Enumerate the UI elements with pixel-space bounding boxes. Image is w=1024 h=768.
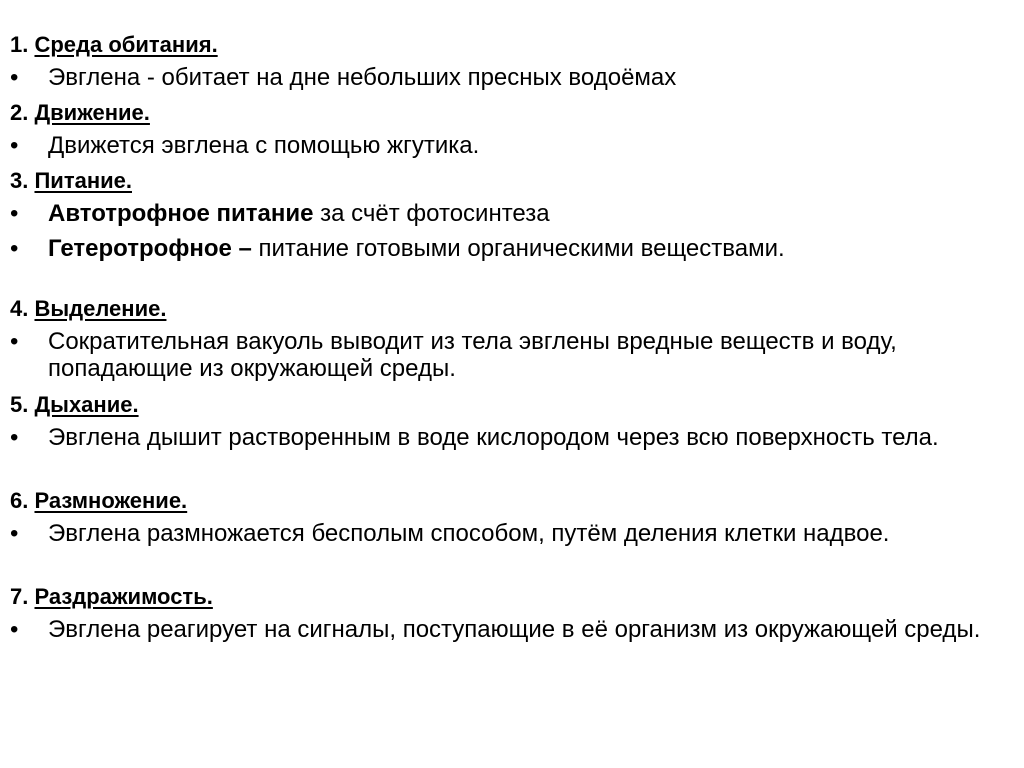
section-heading	[10, 392, 1000, 418]
section-title: Выделение.	[34, 296, 167, 321]
bullet-text: питание готовыми органическими веществами.	[251, 235, 785, 262]
bullet-text: Эвглена реагирует на сигналы, поступающие в её организм из окружающей среды.	[48, 616, 981, 643]
bullet-bold-term: Автотрофное питание	[48, 200, 314, 227]
bullet-icon: •	[10, 520, 19, 547]
section-title: Питание.	[34, 168, 132, 193]
bullet-item	[10, 328, 1000, 382]
bullet-item	[10, 64, 1000, 91]
section-title: Раздражимость.	[34, 584, 213, 609]
section-number: 7.	[10, 584, 29, 609]
section-title: Размножение.	[34, 488, 188, 513]
bullet-icon: •	[10, 64, 19, 91]
section-title: Дыхание.	[34, 392, 139, 417]
section-respiration	[10, 392, 1000, 459]
bullet-item	[10, 616, 1000, 643]
section-number: 3.	[10, 168, 29, 193]
section-title: Среда обитания.	[34, 32, 218, 57]
section-heading	[10, 100, 1000, 126]
section-excretion	[10, 296, 1000, 390]
bullet-icon: •	[10, 328, 19, 355]
section-nutrition	[10, 168, 1000, 270]
bullet-text: Движется эвглена с помощью жгутика.	[48, 132, 480, 159]
bullet-icon: •	[10, 424, 19, 451]
section-heading	[10, 296, 1000, 322]
bullet-icon: •	[10, 200, 19, 227]
section-number: 6.	[10, 488, 29, 513]
bullet-item	[10, 132, 1000, 159]
bullet-text: Сократительная вакуоль выводит из тела эвглены вредные веществ и воду, попадающие из окружающей среды.	[48, 328, 897, 382]
section-reproduction	[10, 488, 1000, 555]
bullet-item	[10, 235, 1000, 262]
section-number: 5.	[10, 392, 29, 417]
bullet-text: за счёт фотосинтеза	[313, 200, 550, 227]
section-number: 4.	[10, 296, 29, 321]
bullet-icon: •	[10, 132, 19, 159]
section-irritability	[10, 584, 1000, 651]
section-heading	[10, 584, 1000, 610]
section-number: 2.	[10, 100, 29, 125]
bullet-item	[10, 520, 1000, 547]
bullet-item	[10, 200, 1000, 227]
section-movement	[10, 100, 1000, 167]
bullet-text: Эвглена размножается бесполым способом, путём деления клетки надвое.	[48, 520, 890, 547]
section-heading	[10, 168, 1000, 194]
bullet-text: Эвглена - обитает на дне небольших пресных водоёмах	[48, 64, 677, 91]
bullet-text: Эвглена дышит растворенным в воде кислородом через всю поверхность тела.	[48, 424, 939, 451]
section-title: Движение.	[34, 100, 150, 125]
bullet-bold-term: Гетеротрофное –	[48, 235, 252, 262]
section-heading	[10, 32, 1000, 58]
bullet-item	[10, 424, 1000, 451]
section-number: 1.	[10, 32, 29, 57]
section-habitat	[10, 32, 1000, 99]
section-heading	[10, 488, 1000, 514]
bullet-icon: •	[10, 235, 19, 262]
bullet-icon: •	[10, 616, 19, 643]
